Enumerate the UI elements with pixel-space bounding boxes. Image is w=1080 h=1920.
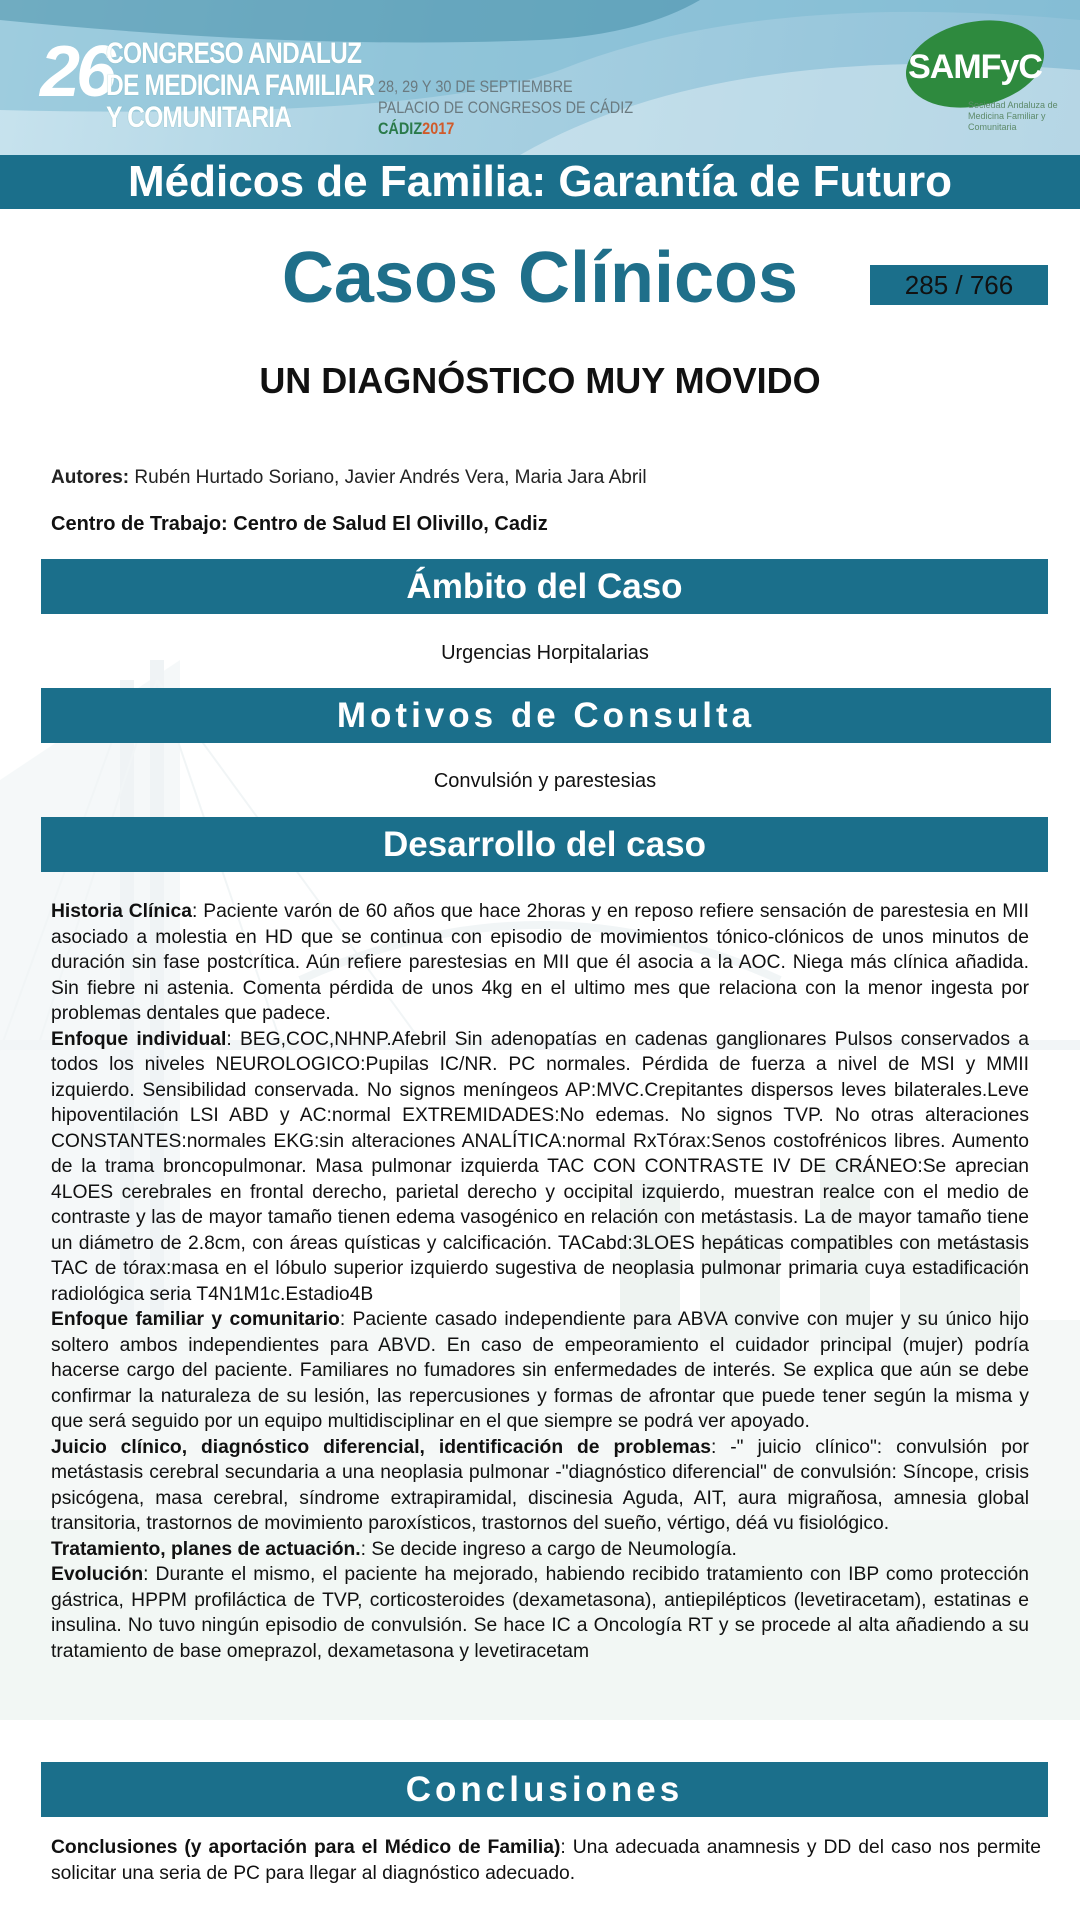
conclusion-text: : Una adecuada anamnesis y DD del caso nos permite solicitar una seria de PC para llegar al diagnóstico adecuado. xyxy=(51,1837,1041,1884)
congress-name-line-3: Y COMUNITARIA xyxy=(106,101,292,134)
motivos-text: Convulsión y parestesias xyxy=(433,770,657,792)
section-header-desarrollo: Desarrollo del caso xyxy=(41,817,1048,872)
samfyc-logo-subtitle: Sociedad Andaluza de Medicina Familiar y Comunitaria xyxy=(968,100,1058,132)
venue-line: PALACIO DE CONGRESOS DE CÁDIZ xyxy=(378,98,634,117)
tratamiento-paragraph xyxy=(51,1537,1029,1563)
dates-line: 28, 29 Y 30 DE SEPTIEMBRE xyxy=(378,77,573,96)
congress-number: 26 xyxy=(40,32,113,112)
enfoque-paragraph xyxy=(51,1027,1029,1308)
evolucion-text: : Durante el mismo, el paciente ha mejorado, habiendo recibido tratamiento con IBP como protección gástrica, HPPM profiláctica de TVP, corticosteroides (dexametasona), antiepilépticos (levetiracetam), estatinas e insulina. No tuvo ningún episodio de convulsión. Se hace IC a Oncología RT y se procede al alta añadiendo a su tratamiento de base omeprazol, dexametasona y levetiracetam xyxy=(51,1564,1029,1662)
city-year xyxy=(378,118,633,139)
tratamiento-label: Tratamiento, planes de actuación. xyxy=(51,1538,361,1560)
city-name: CÁDIZ xyxy=(378,119,423,138)
congress-name-line-1: CONGRESO ANDALUZ xyxy=(106,37,362,70)
section-header-motivos: Motivos de Consulta xyxy=(41,688,1051,743)
samfyc-logo-text: SAMFyC xyxy=(908,48,1042,86)
familiar-paragraph xyxy=(51,1307,1029,1435)
motto-banner: Médicos de Familia: Garantía de Futuro xyxy=(0,155,1080,209)
congress-name-line-2: DE MEDICINA FAMILIAR xyxy=(106,69,375,102)
familiar-text: : Paciente casado independiente para ABVA convive con mujer y su único hijo soltero ambos independientes para ABVD. En caso de empeoramiento el cuidador principal (mujer) podría hacerse cargo del paciente. Familiares no fumadores sin enfermedades de interés. Se explica que aún se debe confirmar la naturaleza de su lesión, las repercusiones y formas de afrontar que puede tener según la misma y que será seguido por un equipo multidisciplinar en el que siempre se podrá ver apoyado. xyxy=(51,1309,1029,1432)
year: 2017 xyxy=(422,119,455,138)
historia-label: Historia Clínica xyxy=(51,901,192,922)
page-title: Casos Clínicos xyxy=(281,238,799,318)
authors-label: Autores: xyxy=(51,467,130,488)
evolucion-label: Evolución xyxy=(51,1564,144,1585)
authors-names: Rubén Hurtado Soriano, Javier Andrés Vera, Maria Jara Abril xyxy=(134,467,647,488)
historia-text: : Paciente varón de 60 años que hace 2horas y en reposo refiere sensación de parestesia en MII asociado a molestia en HD que se continua con episodio de movimientos tónico-clónicos de unos minutos de duración sin fase postcrítica. Aún refiere parestesias en MII que él asocia a la AOC. Niega más clínica añadida. Sin fiebre ni astenia. Comenta pérdida de unos 4kg en el ultimo mes que relaciona con la menor ingesta por problemas dentales que padece. xyxy=(51,901,1029,1024)
juicio-text: : -" juicio clínico": convulsión por metástasis cerebral secundaria a una neoplasia pulmonar -"diagnóstico diferencial" de convulsión: Síncope, crisis psicógena, masa cerebral, síndrome extrapiramidal, discinesia Aguda, AIT, aura migrañosa, amnesia global transitoria, trastornos de movimiento paroxísticos, trastornos del sueño, vértigo, déá vu fisiológico. xyxy=(51,1436,1029,1534)
conclusion-paragraph xyxy=(51,1835,1041,1886)
enfoque-text: : BEG,COC,NHNP.Afebril Sin adenopatías en cadenas ganglionares Pulsos conservados a todos los niveles NEUROLOGICO:Pupilas IC/NR. PC normales. Pérdida de fuerza a nivel de MSI y MMII izquierdo. Sensibilidad conservada. No signos meníngeos AP:MVC.Crepitantes dispersos leves bilaterales.Leve hipoventilación LSI ABD y AC:normal EXTREMIDADES:No edemas. No signos TVP. No otras alteraciones CONSTANTES:normales EKG:sin alteraciones ANALÍTICA:normal RxTórax:Senos costofrénicos libres. Aumento de la trama broncopulmonar. Masa pulmonar izquierda TAC CON CONTRASTE IV DE CRÁNEO:Se aprecian 4LOES cerebrales en frontal derecho, parietal derecho y occipital izquierdo, muestran realce con el medio de contraste y las de mayor tamaño tienen edema vasogénico en relación con metástasis. La de mayor tamaño tiene un diámetro de 2.8cm, con áreas quísticas y calcificación. TACabd:3LOES hepáticas compatibles con metástasis TAC de tórax:masa en el lóbulo superior izquierdo sugestiva de neoplasia pulmonar primaria cuya estadificación radiológica seria T4N1M1c.Estadio4B xyxy=(51,1028,1029,1305)
case-development-body xyxy=(51,899,1029,1664)
case-title: UN DIAGNÓSTICO MUY MOVIDO xyxy=(259,360,821,401)
conclusion-label: Conclusiones (y aportación para el Médico de Familia) xyxy=(51,1837,561,1858)
ambito-text: Urgencias Horpitalarias xyxy=(441,642,649,664)
juicio-paragraph xyxy=(51,1435,1029,1537)
historia-paragraph xyxy=(51,899,1029,1027)
section-header-ambito: Ámbito del Caso xyxy=(41,559,1048,614)
section-header-conclusiones: Conclusiones xyxy=(41,1762,1048,1817)
familiar-label: Enfoque familiar y comunitario xyxy=(51,1309,340,1330)
work-center: Centro de Trabajo: Centro de Salud El Olivillo, Cadiz xyxy=(51,513,548,535)
enfoque-label: Enfoque individual xyxy=(51,1028,227,1050)
congress-header xyxy=(0,0,1080,155)
juicio-label: Juicio clínico, diagnóstico diferencial, identificación de problemas xyxy=(51,1436,711,1458)
evolucion-paragraph xyxy=(51,1562,1029,1664)
authors-line xyxy=(51,467,647,489)
congress-name xyxy=(106,38,374,134)
congress-dates xyxy=(378,76,633,139)
tratamiento-text: : Se decide ingreso a cargo de Neumología. xyxy=(360,1538,737,1560)
page-indicator-badge: 285 / 766 xyxy=(870,265,1048,305)
